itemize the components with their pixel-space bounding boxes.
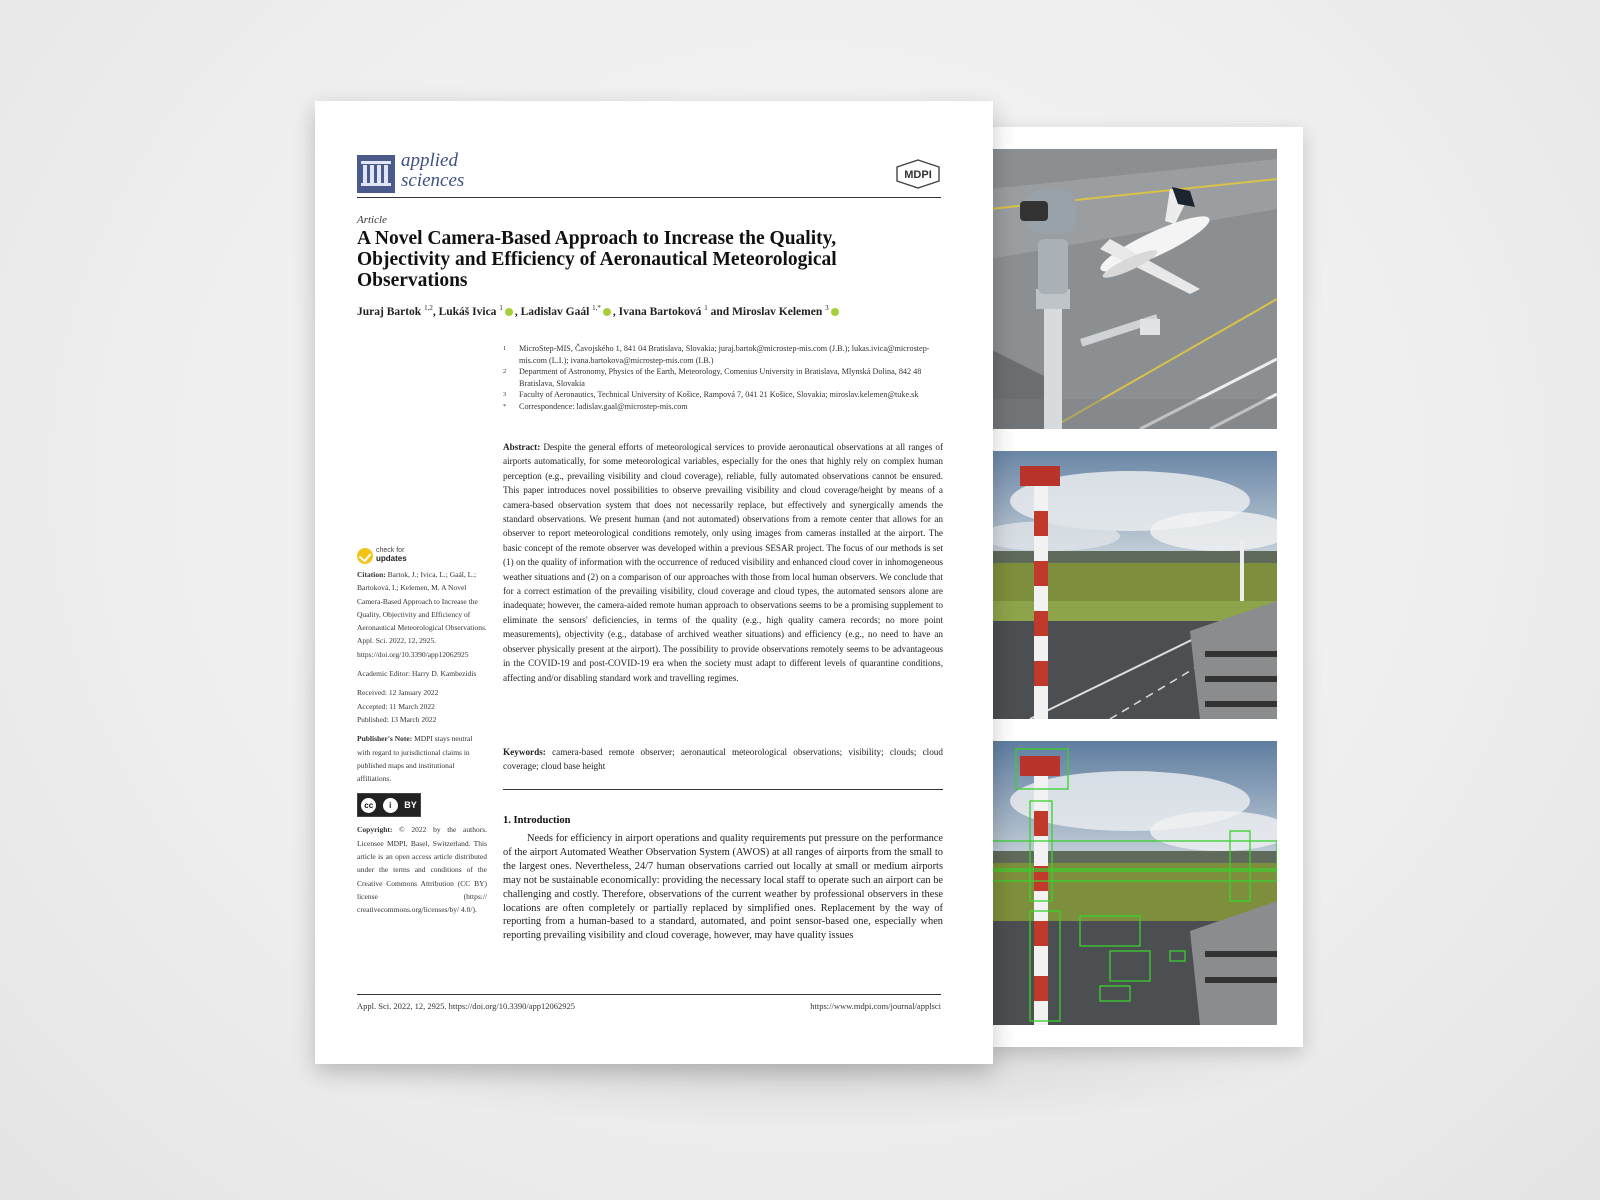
checkmark-icon: [357, 548, 373, 564]
author-5: Miroslav Kelemen $^3$: [732, 306, 841, 318]
publisher-name: MDPI: [904, 169, 932, 181]
publisher-note: Publisher's Note: MDPI stays neutral with regard to jurisdictional claims in published maps and institutional affiliations.: [357, 734, 473, 784]
orcid-icon[interactable]: [505, 308, 513, 316]
footer-citation: Appl. Sci. 2022, 12, 2925. https://doi.org/10.3390/app12062925: [357, 1001, 576, 1011]
sidebar: [357, 547, 487, 923]
keywords-rule: [503, 789, 943, 790]
paper-first-page: [315, 101, 993, 1064]
copyright: Copyright: © 2022 by the authors. Licensee MDPI, Basel, Switzerland. This article is an open access article distributed under the terms and conditions of the Creative Commons Attribution (CC BY) license (https:// creativecommons.org/licenses/by/ 4.0/).: [357, 825, 487, 915]
abstract: [503, 440, 943, 685]
footer-journal-url[interactable]: https://www.mdpi.com/journal/applsci: [810, 1001, 941, 1011]
camera-on-apron-photo: [990, 149, 1277, 429]
affiliation-item: 1 MicroStep-MIS, Čavojského 1, 841 04 Bratislava, Slovakia; juraj.bartok@microstep-mis.com (J.B.); lukas.ivica@microstep-mis.com (L.I.); ivana.bartokova@microstep-mis.com (I.B.): [503, 344, 930, 365]
author-list: [357, 304, 841, 318]
orcid-icon[interactable]: [831, 308, 839, 316]
keywords-text: camera-based remote observer; aeronautical meteorological observations; visibility; clouds; cloud coverage; cloud base height: [503, 747, 943, 771]
introduction-text: Needs for efficiency in airport operations and quality requirements put pressure on the performance of the airport Automated Weather Observation System (AWOS) at all ranges of airports from the small to the largest ones. Nevertheless, 24/7 human observations carried out locally at small or medium airports may not be sustainable economically: providing the necessary local staff to operate such an airport can be challenging and costly. Therefore, observations of the current weather by professional observers in these locations are often completely or partially replaced by simplified ones. Replacement by the way of reporting from a human-based to a standard, automated, and point sensor-based one, especially when reporting prevailing visibility and cloud coverage, however, may have quality issues: [503, 833, 943, 942]
citation: Citation: Bartok, J.; Ivica, L.; Gaál, L.; Bartoková, I.; Kelemen, M. A Novel Camera-Based Approach to Increase the Quality, Objectivity and Efficiency of Aeronautical Meteorological Observations. Appl. Sci. 2022, 12, 2925. https://doi.org/10.3390/app12062925: [357, 570, 487, 659]
author-3: Ladislav Gaál $^{1,*}$ ,: [520, 304, 619, 318]
check-for-updates-button[interactable]: [357, 547, 487, 564]
cc-by-license-icon[interactable]: cc i BY: [357, 793, 421, 817]
keywords-label: Keywords:: [503, 747, 546, 757]
correspondence: * Correspondence: ladislav.gaal@microstep-mis.com: [503, 401, 688, 411]
dates: [357, 686, 487, 726]
airfield-mast-annotated-photo: [990, 741, 1277, 1025]
keywords: [503, 745, 943, 773]
header-rule: [357, 197, 941, 198]
orcid-icon[interactable]: [603, 308, 611, 316]
abstract-label: Abstract:: [503, 442, 541, 452]
received-date: Received: 12 January 2022: [357, 688, 439, 698]
mdpi-logo-icon: [895, 159, 941, 189]
author-1: Juraj Bartok $^{1,2}$,: [357, 304, 439, 318]
academic-editor: Academic Editor: Harry D. Kambezidis: [357, 669, 477, 679]
author-2: Lukáš Ivica $^1$ ,: [438, 304, 521, 318]
check-line2: updates: [376, 554, 407, 563]
article-type: Article: [357, 214, 387, 226]
journal-name-line2: sciences: [401, 170, 465, 191]
affiliation-item: 2 Department of Astronomy, Physics of the Earth, Meteorology, Comenius University in Bratislava, Mlynská Dolina, 842 48 Bratislava, Slovakia: [503, 367, 922, 388]
journal-logo-icon: [357, 155, 395, 193]
section-heading-introduction: 1. Introduction: [503, 815, 571, 826]
affiliation-item: 3 Faculty of Aeronautics, Technical University of Košice, Rampová 7, 041 21 Košice, Slovakia; miroslav.kelemen@tuke.sk: [503, 390, 919, 400]
journal-name: [401, 151, 464, 191]
back-page: [990, 127, 1303, 1047]
journal-name-line1: applied: [401, 150, 458, 171]
author-4: Ivana Bartoková $^1$ and: [618, 304, 733, 318]
check-line1: check for: [376, 547, 405, 554]
airfield-mast-photo: [990, 451, 1277, 719]
footer-rule: [357, 994, 941, 995]
affiliations: [503, 343, 943, 413]
published-date: Published: 13 March 2022: [357, 714, 437, 724]
abstract-text: Despite the general efforts of meteorological services to provide aeronautical observations at all ranges of airports automatically, for some meteorological variables, especially for the ones that highly rely on complex human perception (e.g., prevailing visibility and cloud coverage), reliable, fully automated observations cannot be ensured. This paper introduces novel possibilities to observe prevailing visibility and cloud coverage/height by means of a camera-based observation system that does not necessarily replace, but effectively and synergically amends the standard observations. We present human (and not automated) observations from a remote center that allows for an observer to report meteorological conditions remotely, only using images from cameras installed at the airport. The basic concept of the remote observer was developed within a previous SESAR project. The focus of our methods is set (1) on the quality of information with the occurrence of reduced visibility and enhanced cloud cover in inhomogeneous weather situations and (2) on a comparison of our approaches with those from local human observers. We conclude that for a correct estimation of the prevailing visibility, cloud coverage and cloud types, the automated sensors alone are inadequate; however, the camera-aided remote human approach to observations seems to be a promising supplement to eliminate the sensors' deficiencies, in terms of the quality (e.g., high quality camera records; no more point measurements), objectivity (e.g., database of archived weather situations) and efficiency (e.g., no need to have an observer physically present at the airport). The possibility to provide observations remotely seems to be advantageous in the COVID-19 and post-COVID-19 era when the society must adapt to different levels of quarantine conditions, affecting and/or disabling standard work and travelling regimes.: [503, 442, 944, 683]
paper-title: A Novel Camera-Based Approach to Increase the Quality, Objectivity and Efficiency of Aeronautical Meteorological Observations: [357, 228, 837, 291]
accepted-date: Accepted: 11 March 2022: [357, 701, 435, 711]
